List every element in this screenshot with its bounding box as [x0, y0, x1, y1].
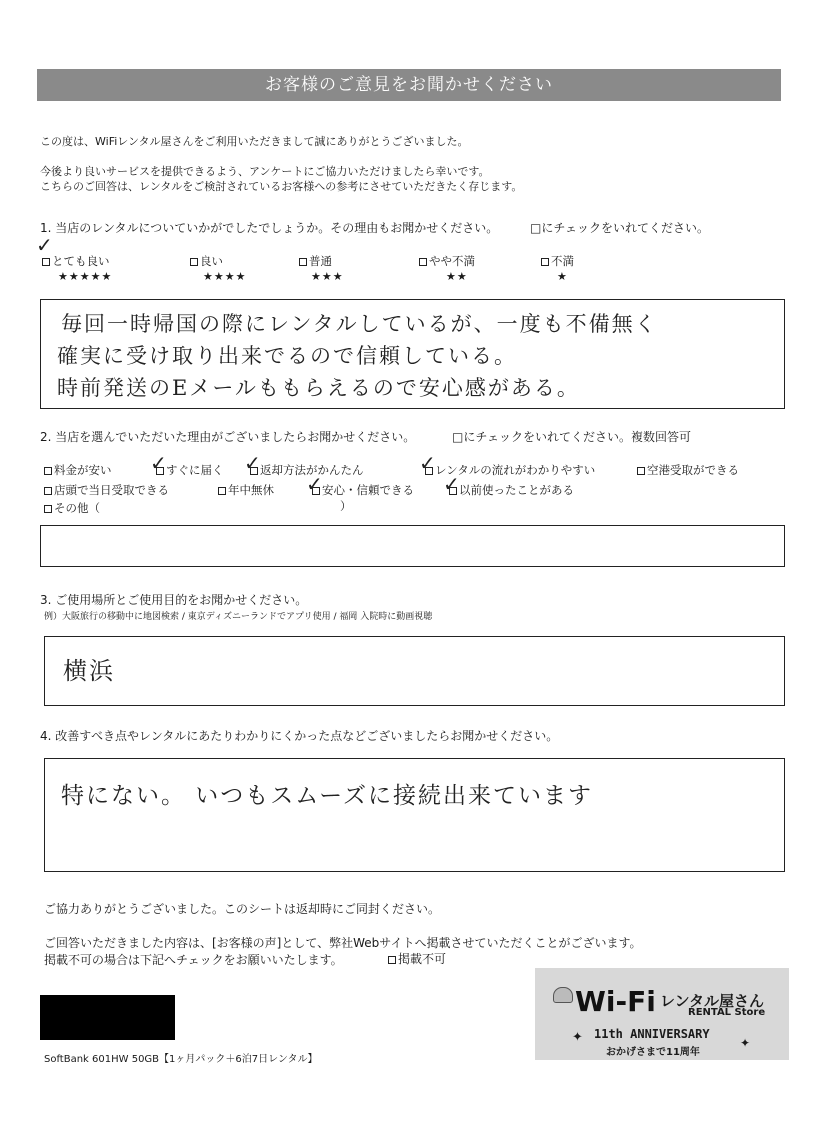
q2-reason-used-check-icon: ✓: [443, 472, 460, 496]
q2-answer-box[interactable]: [40, 525, 785, 567]
intro-line-3: こちらのご回答は、レンタルをご検討されているお客様への参考にさせていただきたく存じます。: [40, 180, 523, 193]
q2-reason-airport[interactable]: [637, 462, 739, 478]
q2-reason-price-label: 料金が安い: [54, 463, 112, 477]
q2-reason-fast-check-icon: ✓: [150, 451, 167, 475]
no-publish-label: 掲載不可: [398, 952, 447, 966]
q2-reason-airport-label: 空港受取ができる: [647, 463, 739, 477]
q2-reason-trust-check-icon: ✓: [306, 472, 323, 496]
q2-reason-other[interactable]: [44, 500, 100, 516]
checkbox-icon: [250, 467, 258, 475]
checkbox-icon: [419, 258, 427, 266]
q1-option-1-stars: ★★★★★: [58, 270, 113, 283]
checkbox-icon: [218, 487, 226, 495]
checkbox-icon: [299, 258, 307, 266]
q2-reason-return-check-icon: ✓: [244, 451, 261, 475]
q2-reason-flow-label: レンタルの流れがわかりやすい: [435, 463, 596, 477]
checkbox-icon: [190, 258, 198, 266]
q1-instruction: □にチェックをいれてください。: [530, 221, 709, 235]
q3-question: 3. ご使用場所とご使用目的をお聞かせください。: [40, 593, 308, 607]
logo-thanks: おかげさまで11周年: [606, 1047, 700, 1058]
q1-option-3-label: 普通: [309, 254, 332, 268]
q4-answer-box[interactable]: [44, 758, 785, 872]
checkbox-icon: [44, 467, 52, 475]
q1-option-4[interactable]: [419, 253, 475, 269]
q1-answer-box[interactable]: [40, 299, 785, 409]
q1-option-4-label: やや不満: [429, 254, 475, 268]
q1-question: 1. 当店のレンタルについていかがでしたでしょうか。その理由もお聞かせください。: [40, 221, 499, 235]
logo-main: Wi-Fi: [575, 985, 656, 1018]
logo-store: RENTAL Store: [688, 1007, 766, 1018]
q2-reason-trust[interactable]: [312, 482, 414, 498]
q1-option-2-stars: ★★★★: [203, 270, 247, 283]
q4-answer: 特にない。 いつもスムーズに接続出来ています: [61, 783, 594, 809]
q2-reason-fast-label: すぐに届く: [166, 463, 224, 477]
q1-option-3[interactable]: [299, 253, 332, 269]
q2-reason-fast[interactable]: [156, 462, 224, 478]
q2-reason-other-label: その他（: [54, 501, 100, 515]
logo-anniversary: 11th ANNIVERSARY: [594, 1027, 710, 1041]
q1-option-1-check-icon: ✓: [36, 233, 53, 257]
q2-instruction: □にチェックをいれてください。複数回答可: [452, 430, 691, 444]
checkbox-icon: [44, 505, 52, 513]
footer-notice-2: 掲載不可の場合は下記へチェックをお願いいたします。: [44, 953, 343, 967]
mascot-icon: [553, 987, 573, 1003]
q1-option-2[interactable]: [190, 253, 223, 269]
q1-option-3-stars: ★★★: [311, 270, 344, 283]
q1-answer-line-2: 確実に受け取り出来でるので信頼している。: [57, 344, 517, 368]
checkbox-icon: [388, 956, 396, 964]
q1-option-5-stars: ★: [557, 270, 568, 283]
checkbox-icon: [312, 487, 320, 495]
checkbox-icon: [156, 467, 164, 475]
logo-sub: レンタル屋さん: [660, 992, 765, 1010]
q1-answer-line-3: 時前発送のEメールももらえるので安心感がある。: [57, 376, 580, 400]
q2-reason-used-label: 以前使ったことがある: [459, 483, 574, 497]
intro-line-2: 今後より良いサービスを提供できるよう、アンケートにご協力いただけましたら幸いです。: [40, 165, 490, 178]
sparkle-icon: ✦: [740, 1036, 751, 1050]
q1-option-1-label: とても良い: [52, 254, 110, 268]
intro-line-1: この度は、WiFiレンタル屋さんをご利用いただきまして誠にありがとうございました。: [40, 135, 469, 148]
footer-thanks: ご協力ありがとうございました。このシートは返却時にご同封ください。: [44, 902, 441, 916]
redacted-block: [40, 995, 175, 1040]
q2-question: 2. 当店を選んでいただいた理由がございましたらお聞かせください。: [40, 430, 416, 444]
q2-reason-store[interactable]: [44, 482, 169, 498]
q2-reason-used[interactable]: [449, 482, 574, 498]
no-publish-checkbox[interactable]: [388, 950, 446, 967]
checkbox-icon: [541, 258, 549, 266]
q1-option-5-label: 不満: [551, 254, 574, 268]
checkbox-icon: [637, 467, 645, 475]
q1-option-2-label: 良い: [200, 254, 223, 268]
q3-answer: 横浜: [63, 657, 115, 685]
q3-answer-box[interactable]: [44, 636, 785, 706]
q2-reason-flow-check-icon: ✓: [419, 451, 436, 475]
product-info: SoftBank 601HW 50GB【1ヶ月パック＋6泊7日レンタル】: [44, 1054, 318, 1065]
q2-reason-trust-label: 安心・信頼できる: [322, 483, 414, 497]
checkbox-icon: [449, 487, 457, 495]
sparkle-icon: ✦: [572, 1030, 583, 1045]
q2-reason-return-label: 返却方法がかんたん: [260, 463, 364, 477]
q2-reason-other-close: ）: [340, 499, 352, 513]
page-title: お客様のご意見をお聞かせください: [37, 69, 781, 101]
q1-answer-line-1: 毎回一時帰国の際にレンタルしているが、一度も不備無く: [61, 312, 658, 336]
q3-example: 例）大阪旅行の移動中に地図検索 / 東京ディズニーランドでアプリ使用 / 福岡 入院時に動画視聴: [44, 612, 433, 622]
q2-reason-yearround-label: 年中無休: [228, 483, 274, 497]
q1-option-5[interactable]: [541, 253, 574, 269]
q2-reason-store-label: 店頭で当日受取できる: [54, 483, 169, 497]
q4-question: 4. 改善すべき点やレンタルにあたりわかりにくかった点などございましたらお聞かせください。: [40, 729, 559, 743]
checkbox-icon: [42, 258, 50, 266]
footer-notice-1: ご回答いただきました内容は、[お客様の声]として、弊社Webサイトへ掲載させていただくことがございます。: [44, 936, 642, 950]
q2-reason-price[interactable]: [44, 462, 112, 478]
q1-option-4-stars: ★★: [446, 270, 468, 283]
checkbox-icon: [44, 487, 52, 495]
q2-reason-yearround[interactable]: [218, 482, 274, 498]
q1-option-1[interactable]: [42, 253, 110, 269]
checkbox-icon: [425, 467, 433, 475]
